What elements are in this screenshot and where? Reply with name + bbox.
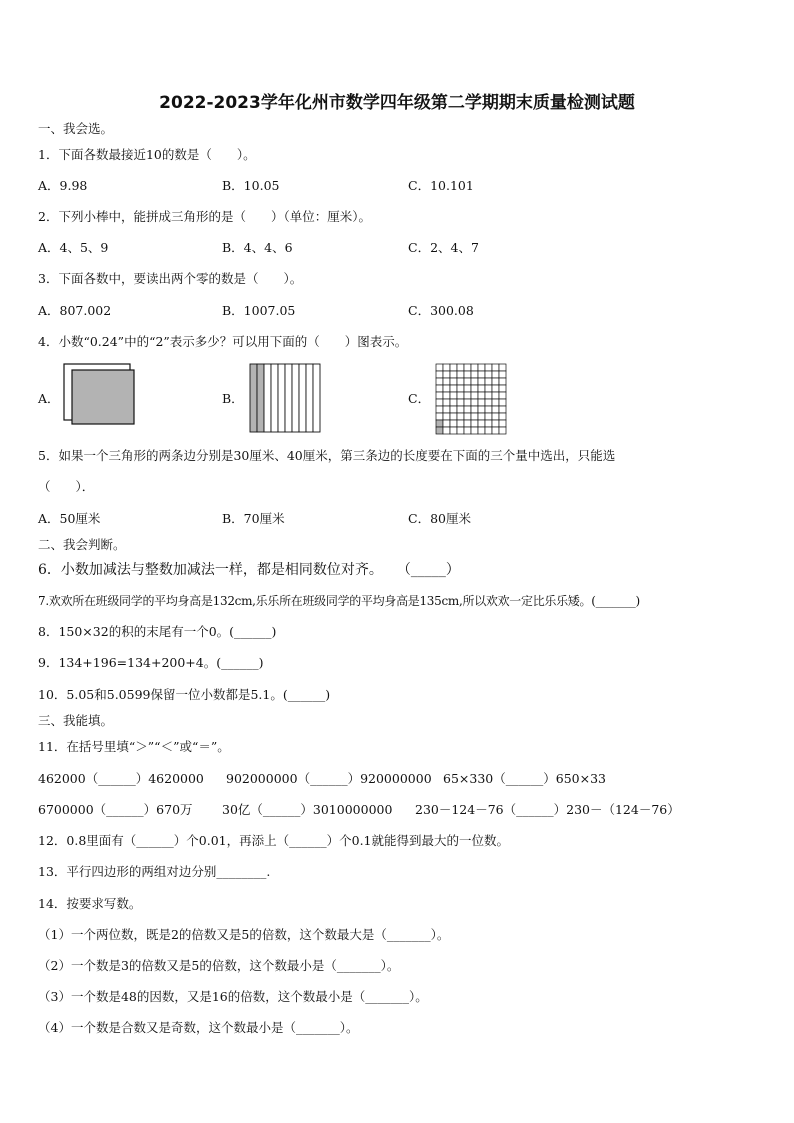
strip-shaded xyxy=(257,364,264,432)
grid-cell xyxy=(499,420,506,427)
grid-cell xyxy=(478,413,485,420)
grid-cell xyxy=(450,364,457,371)
q11-compare-4[interactable]: 6700000（______）670万 xyxy=(38,802,193,817)
grid-cell xyxy=(436,399,443,406)
q4-option-b[interactable]: B． xyxy=(222,391,244,406)
grid-cell xyxy=(485,427,492,434)
grid-cell xyxy=(464,364,471,371)
q1-option-b[interactable]: B．10.05 xyxy=(222,178,280,193)
question-8: 8．150×32的积的末尾有一个0。(______) xyxy=(38,624,277,639)
grid-cell xyxy=(485,378,492,385)
grid-cell xyxy=(450,406,457,413)
grid-cell xyxy=(450,392,457,399)
grid-cell xyxy=(443,427,450,434)
grid-cell xyxy=(492,399,499,406)
grid-cell xyxy=(485,399,492,406)
grid-cell xyxy=(450,427,457,434)
question-7: 7.欢欢所在班级同学的平均身高是132cm,乐乐所在班级同学的平均身高是135cm,所以欢欢一定比乐乐矮。(_______) xyxy=(38,594,640,608)
strip xyxy=(271,364,278,432)
grid-cell xyxy=(499,392,506,399)
q14-item-1: （1）一个两位数，既是2的倍数又是5的倍数，这个数最大是（_______）。 xyxy=(38,927,450,942)
grid-cell xyxy=(471,392,478,399)
grid-cell xyxy=(464,427,471,434)
grid-cell xyxy=(492,427,499,434)
page-title: 2022-2023学年化州市数学四年级第二学期期末质量检测试题 xyxy=(159,93,635,113)
question-14: 14．按要求写数。 xyxy=(38,896,142,911)
grid-cell xyxy=(492,371,499,378)
grid-cell xyxy=(492,392,499,399)
question-9: 9．134+196=134+200+4。(______) xyxy=(38,655,264,670)
grid-cell xyxy=(450,371,457,378)
grid-cell xyxy=(457,413,464,420)
q4-option-a[interactable]: A． xyxy=(38,391,60,406)
q11-compare-1[interactable]: 462000（______）4620000 xyxy=(38,771,204,786)
grid-cell-shaded xyxy=(436,427,443,434)
grid-cell xyxy=(492,385,499,392)
strip xyxy=(285,364,292,432)
grid-cell xyxy=(499,399,506,406)
q3-option-b[interactable]: B．1007.05 xyxy=(222,303,296,318)
grid-cell xyxy=(478,364,485,371)
question-4: 4．小数“0.24”中的“2”表示多少？可以用下面的（ ）图表示。 xyxy=(38,334,408,349)
q4-figure-c-grid xyxy=(434,362,510,436)
grid-cell xyxy=(436,385,443,392)
grid-cell xyxy=(471,364,478,371)
grid-cell xyxy=(443,406,450,413)
grid-cell-shaded xyxy=(436,420,443,427)
q2-option-c[interactable]: C．2、4、7 xyxy=(408,240,479,255)
grid-cell xyxy=(499,371,506,378)
section-3-heading: 三、我能填。 xyxy=(38,713,114,728)
question-12: 12．0.8里面有（______）个0.01，再添上（______）个0.1就能得到最大的一位数。 xyxy=(38,833,509,848)
q2-option-a[interactable]: A．4、5、9 xyxy=(38,240,109,255)
grid-cell xyxy=(457,385,464,392)
grid-cell xyxy=(457,420,464,427)
grid-cell xyxy=(471,378,478,385)
grid-cell xyxy=(443,371,450,378)
grid-cell xyxy=(436,378,443,385)
question-10: 10．5.05和5.0599保留一位小数都是5.1。(______) xyxy=(38,687,331,702)
question-3: 3．下面各数中，要读出两个零的数是（ ）。 xyxy=(38,271,303,286)
strip-shaded xyxy=(250,364,257,432)
grid-cell xyxy=(457,427,464,434)
q11-compare-5[interactable]: 30亿（______）3010000000 xyxy=(222,802,393,817)
q4-option-c[interactable]: C． xyxy=(408,391,431,406)
q11-compare-6[interactable]: 230－124－76（______）230－（124－76） xyxy=(415,802,680,817)
grid-cell xyxy=(492,406,499,413)
strip xyxy=(299,364,306,432)
grid-cell xyxy=(471,371,478,378)
grid-cell xyxy=(471,413,478,420)
q3-option-a[interactable]: A．807.002 xyxy=(38,303,112,318)
q5-option-c[interactable]: C．80厘米 xyxy=(408,511,471,526)
grid-cell xyxy=(485,392,492,399)
grid-cell xyxy=(450,385,457,392)
question-13: 13．平行四边形的两组对边分别________. xyxy=(38,864,271,879)
grid-cell xyxy=(478,392,485,399)
grid-cell xyxy=(457,371,464,378)
grid-cell xyxy=(464,406,471,413)
grid-cell xyxy=(485,371,492,378)
grid-cell xyxy=(499,364,506,371)
grid-cell xyxy=(471,385,478,392)
grid-cell xyxy=(464,413,471,420)
grid-cell xyxy=(436,392,443,399)
q4-figure-b-strips xyxy=(248,362,324,434)
grid-cell xyxy=(450,420,457,427)
grid-cell xyxy=(492,413,499,420)
grid-cell xyxy=(436,371,443,378)
grid-cell xyxy=(443,364,450,371)
strip xyxy=(313,364,320,432)
grid-cell xyxy=(499,427,506,434)
grid-cell xyxy=(464,399,471,406)
grid-cell xyxy=(443,399,450,406)
grid-cell xyxy=(485,385,492,392)
q14-item-3: （3）一个数是48的因数，又是16的倍数，这个数最小是（_______）。 xyxy=(38,989,428,1004)
section-2-heading: 二、我会判断。 xyxy=(38,537,126,552)
question-1: 1．下面各数最接近10的数是（ ）。 xyxy=(38,147,256,162)
grid-cell xyxy=(450,399,457,406)
grid-cell xyxy=(457,392,464,399)
grid-cell xyxy=(436,406,443,413)
grid-cell xyxy=(492,364,499,371)
strip xyxy=(306,364,313,432)
grid-cell xyxy=(457,378,464,385)
q11-compare-3[interactable]: 65×330（______）650×33 xyxy=(443,771,606,786)
grid-cell xyxy=(436,413,443,420)
grid-cell xyxy=(478,420,485,427)
grid-cell xyxy=(450,413,457,420)
question-11: 11．在括号里填“＞”“＜”或“＝”。 xyxy=(38,739,230,754)
grid-cell xyxy=(499,406,506,413)
q11-compare-2[interactable]: 902000000（______）920000000 xyxy=(226,771,432,786)
grid-cell xyxy=(457,399,464,406)
grid-cell xyxy=(464,420,471,427)
grid-cell xyxy=(443,378,450,385)
grid-cell xyxy=(471,406,478,413)
grid-cell xyxy=(471,399,478,406)
grid-cell xyxy=(478,385,485,392)
grid-cell xyxy=(478,399,485,406)
grid-cell xyxy=(485,364,492,371)
question-2: 2．下列小棒中，能拼成三角形的是（ ）（单位：厘米）。 xyxy=(38,209,371,224)
grid-cell xyxy=(499,385,506,392)
grid-cell xyxy=(499,378,506,385)
grid-cell xyxy=(471,427,478,434)
q2-option-b[interactable]: B．4、4、6 xyxy=(222,240,293,255)
grid-cell xyxy=(464,371,471,378)
strip xyxy=(292,364,299,432)
grid-cell xyxy=(443,392,450,399)
grid-cell xyxy=(464,385,471,392)
question-5-blank[interactable]: （ ）． xyxy=(38,479,95,494)
grid-cell xyxy=(478,371,485,378)
question-6: 6．小数加减法与整数加减法一样，都是相同数位对齐。 （_____） xyxy=(38,562,460,578)
grid-cell xyxy=(457,364,464,371)
grid-cell xyxy=(464,378,471,385)
grid-cell xyxy=(492,378,499,385)
grid-cell xyxy=(450,378,457,385)
question-5: 5．如果一个三角形的两条边分别是30厘米、40厘米，第三条边的长度要在下面的三个量中选出，只能选 xyxy=(38,448,616,463)
q5-option-b[interactable]: B．70厘米 xyxy=(222,511,285,526)
q1-option-c[interactable]: C．10.101 xyxy=(408,178,474,193)
q14-item-2: （2）一个数是3的倍数又是5的倍数，这个数最小是（_______）。 xyxy=(38,958,400,973)
grid-cell xyxy=(443,413,450,420)
grid-cell xyxy=(492,420,499,427)
q1-option-a[interactable]: A．9.98 xyxy=(38,178,88,193)
grid-cell xyxy=(471,420,478,427)
grid-cell xyxy=(436,364,443,371)
grid-cell xyxy=(457,406,464,413)
grid-cell xyxy=(485,413,492,420)
strip xyxy=(264,364,271,432)
grid-cell xyxy=(485,420,492,427)
grid-cell xyxy=(464,392,471,399)
section-1-heading: 一、我会选。 xyxy=(38,121,114,136)
grid-cell xyxy=(443,420,450,427)
grid-cell xyxy=(478,427,485,434)
grid-cell xyxy=(478,406,485,413)
q4-figure-a-squares xyxy=(60,362,140,428)
q14-item-4: （4）一个数是合数又是奇数，这个数最小是（_______）。 xyxy=(38,1020,359,1035)
grid-cell xyxy=(485,406,492,413)
q3-option-c[interactable]: C．300.08 xyxy=(408,303,474,318)
strip xyxy=(278,364,285,432)
grid-cell xyxy=(478,378,485,385)
grid-cell xyxy=(443,385,450,392)
q5-option-a[interactable]: A．50厘米 xyxy=(38,511,101,526)
grid-cell xyxy=(499,413,506,420)
